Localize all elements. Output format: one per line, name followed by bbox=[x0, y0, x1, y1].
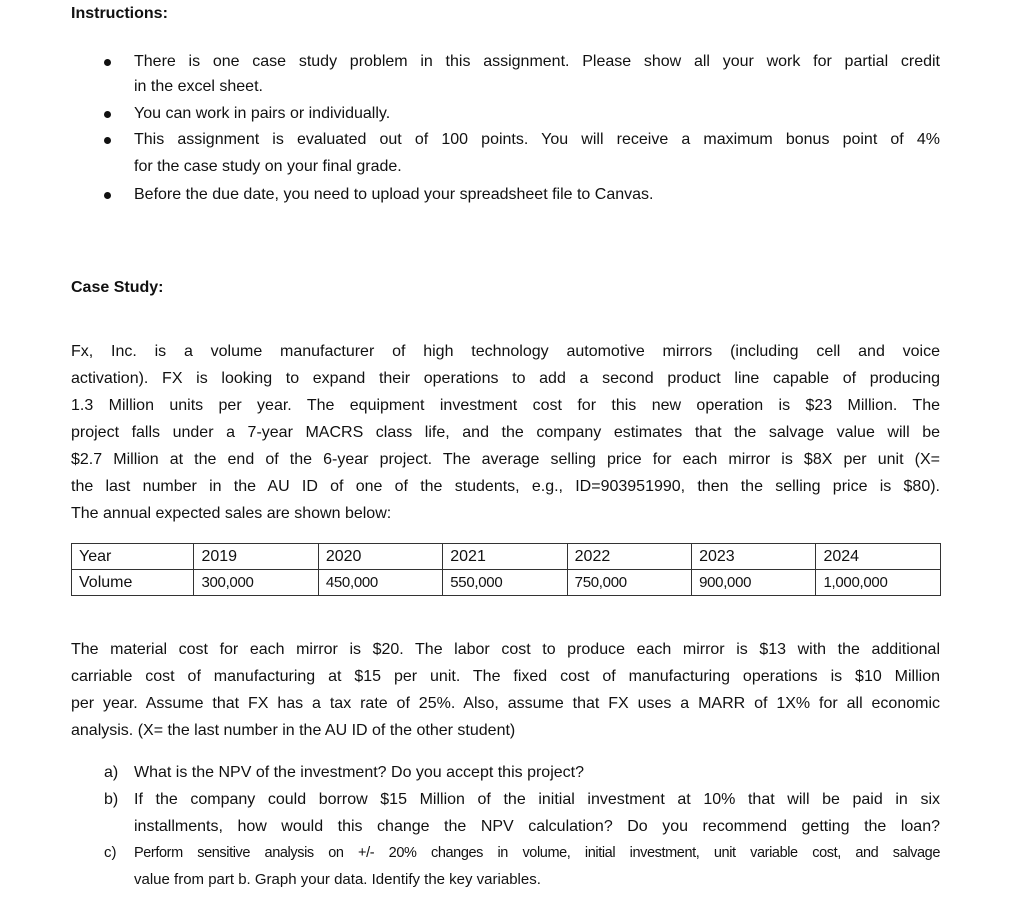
instruction-line: This assignment is evaluated out of 100 points. You will receive a maximum bonus point of 4% bbox=[134, 131, 940, 148]
paragraph-line: The annual expected sales are shown below: bbox=[71, 505, 392, 522]
instruction-line: Before the due date, you need to upload your spreadsheet file to Canvas. bbox=[134, 186, 654, 203]
sales-table bbox=[71, 543, 941, 596]
instructions-heading: Instructions: bbox=[71, 5, 168, 22]
paragraph-line: per year. Assume that FX has a tax rate of 25%. Also, assume that FX uses a MARR of 1X% for all economic bbox=[71, 695, 940, 712]
question-line: What is the NPV of the investment? Do you accept this project? bbox=[134, 764, 584, 781]
paragraph-line: activation). FX is looking to expand their operations to add a second product line capable of producing bbox=[71, 370, 940, 387]
table-cell-volume: 750,000 bbox=[567, 570, 691, 596]
bullet-icon bbox=[104, 137, 111, 144]
table-cell-volume: 450,000 bbox=[318, 570, 442, 596]
case-study-heading: Case Study: bbox=[71, 279, 164, 296]
question-line: value from part b. Graph your data. Identify the key variables. bbox=[134, 871, 541, 888]
instruction-line: You can work in pairs or individually. bbox=[134, 105, 391, 122]
question-label: c) bbox=[104, 844, 117, 861]
instruction-line: for the case study on your final grade. bbox=[134, 158, 402, 175]
paragraph-line: $2.7 Million at the end of the 6-year project. The average selling price for each mirror is $8X per unit (X= bbox=[71, 451, 940, 468]
question-label: b) bbox=[104, 791, 119, 808]
table-cell-year: 2021 bbox=[443, 544, 567, 570]
paragraph-line: Fx, Inc. is a volume manufacturer of high technology automotive mirrors (including cell and voice bbox=[71, 343, 940, 360]
question-line: Perform sensitive analysis on +/- 20% changes in volume, initial investment, unit variable cost, and salvage bbox=[134, 845, 940, 861]
table-cell-volume: 550,000 bbox=[443, 570, 567, 596]
paragraph-line: analysis. (X= the last number in the AU ID of the other student) bbox=[71, 722, 516, 739]
table-row-year bbox=[72, 544, 941, 570]
table-cell-year: 2022 bbox=[567, 544, 691, 570]
instruction-line: There is one case study problem in this assignment. Please show all your work for partial credit bbox=[134, 53, 940, 70]
table-cell-volume: 1,000,000 bbox=[816, 570, 941, 596]
bullet-icon bbox=[104, 111, 111, 118]
table-header-year: Year bbox=[72, 544, 194, 570]
question-line: If the company could borrow $15 Million of the initial investment at 10% that will be paid in six bbox=[134, 791, 940, 808]
table-header-volume: Volume bbox=[72, 570, 194, 596]
bullet-icon bbox=[104, 192, 111, 199]
paragraph-line: carriable cost of manufacturing at $15 per unit. The fixed cost of manufacturing operations is $10 Million bbox=[71, 668, 940, 685]
table-cell-year: 2024 bbox=[816, 544, 941, 570]
table-cell-year: 2023 bbox=[692, 544, 816, 570]
table-cell-volume: 300,000 bbox=[194, 570, 318, 596]
bullet-icon bbox=[104, 59, 111, 66]
paragraph-line: project falls under a 7-year MACRS class life, and the company estimates that the salvage value will be bbox=[71, 424, 940, 441]
table-row-volume bbox=[72, 570, 941, 596]
table-cell-volume: 900,000 bbox=[692, 570, 816, 596]
paragraph-line: the last number in the AU ID of one of the students, e.g., ID=903951990, then the selling price is $80). bbox=[71, 478, 940, 495]
paragraph-line: 1.3 Million units per year. The equipment investment cost for this new operation is $23 Million. The bbox=[71, 397, 940, 414]
instruction-line: in the excel sheet. bbox=[134, 78, 263, 95]
question-label: a) bbox=[104, 764, 119, 781]
question-line: installments, how would this change the NPV calculation? Do you recommend getting the loan? bbox=[134, 818, 940, 835]
table-cell-year: 2020 bbox=[318, 544, 442, 570]
table-cell-year: 2019 bbox=[194, 544, 318, 570]
paragraph-line: The material cost for each mirror is $20. The labor cost to produce each mirror is $13 with the additional bbox=[71, 641, 940, 658]
